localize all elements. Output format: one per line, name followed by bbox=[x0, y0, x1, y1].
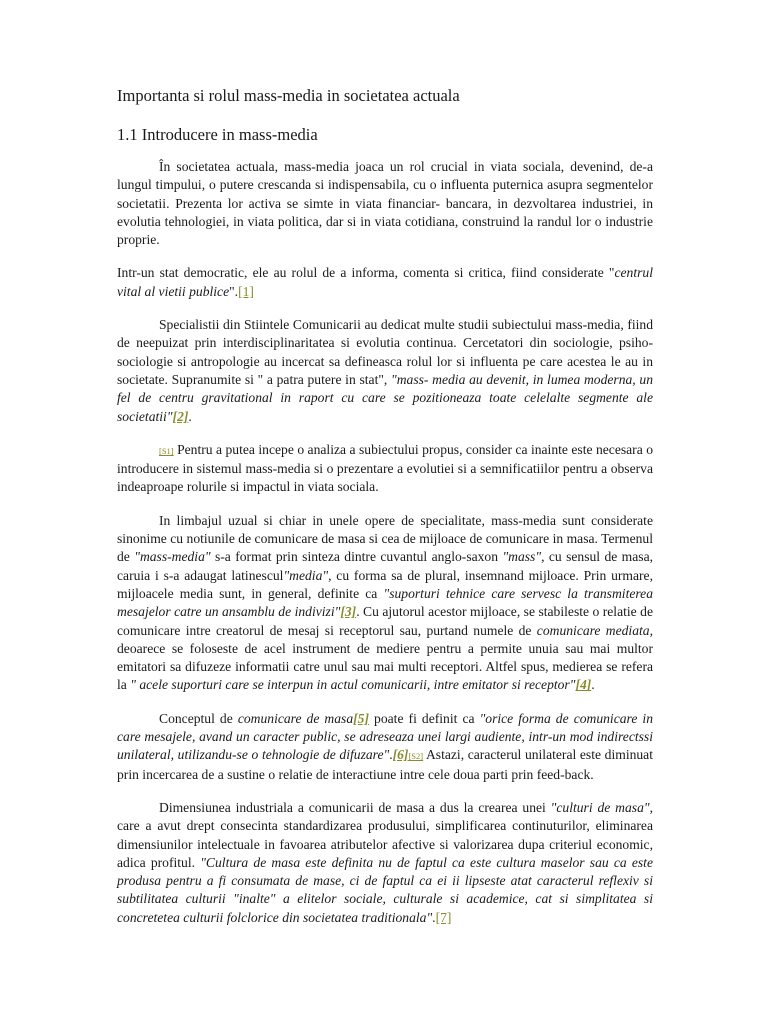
footnote-link-1[interactable]: [1] bbox=[238, 283, 254, 299]
text-run: , cu sensul de masa, caruia i s-a adaugat latinescul bbox=[117, 549, 654, 583]
text-run: s-a format prin sinteza dintre cuvantul anglo-saxon bbox=[210, 549, 503, 565]
text-run: , care a avut drept consecinta standardizarea produsului, simplificarea continuturilor, eliminarea dimensiunilor intelectuale in favoarea atributelor afective si valorizarea dupa criteriul economic, adica profitul. bbox=[117, 799, 653, 870]
footnote-link-5[interactable]: [5] bbox=[353, 710, 369, 726]
italic-quote: "mass- media au devenit, in lumea moderna, un fel de centru gravitational in raport cu care se pozitioneaza toate celelalte segmente ale societatii" bbox=[117, 371, 654, 424]
footnote-link-6[interactable]: [6] bbox=[392, 747, 409, 763]
paragraph-6 bbox=[117, 710, 653, 784]
text-run: ". bbox=[229, 283, 239, 299]
italic-quote: "Cultura de masa este definita nu de faptul ca este cultura maselor sau ca este produsa pentru a fi consumata de mase, ci de faptul ca ei ii lipseste atat caracterul reflexiv si subtilitatea culturii "inalte" a elitelor sociale, culturale si academice, cat si simplitatea si concretetea culturii folclorice din societatea traditionala" bbox=[117, 854, 653, 925]
footnote-link-2[interactable]: [2] bbox=[172, 408, 189, 424]
paragraph-3 bbox=[117, 316, 653, 426]
text-run: Dimensiunea industriala a comunicarii de masa a dus la crearea unei bbox=[159, 799, 551, 815]
text-run: . bbox=[591, 677, 595, 693]
text-run: Pentru a putea incepe o analiza a subiectului propus, consider ca inainte este necesara o introducere in sistemul mass-media si o prezentare a evolutiei si a semnificatiilor pentru a observa indeaproape rolurile si impactul in viata sociala. bbox=[117, 441, 653, 495]
italic-term: "culturi de masa" bbox=[550, 799, 650, 815]
text-run: . bbox=[432, 909, 436, 925]
text-run: . Cu ajutorul acestor mijloace, se stabileste o relatie de comunicare intre creatorul de mesaj si receptorul sau, purtand numele de bbox=[117, 604, 653, 638]
paragraph-2 bbox=[117, 264, 653, 301]
italic-term: comunicare de masa bbox=[237, 710, 354, 726]
footnote-link-4[interactable]: [4] bbox=[575, 677, 592, 693]
italic-term: comunicare mediata bbox=[536, 622, 650, 638]
paragraph-4 bbox=[117, 441, 653, 497]
italic-quote: "orice forma de comunicare in care mesajele, avand un caracter public, se adreseaza unei largi audiente, intr-un mod indirectssi unilateral, utilizandu-se o tehnologie de difuzare" bbox=[117, 710, 653, 763]
text-run: Astazi, caracterul unilateral este diminuat prin incercarea de a sustine o relatie de interactiune intre cele doua parti prin feed-back. bbox=[117, 747, 653, 782]
text-run: . bbox=[389, 747, 393, 763]
comment-link-s1[interactable]: [S1] bbox=[159, 445, 174, 456]
italic-term: "media" bbox=[283, 567, 329, 583]
text-run: poate fi definit ca bbox=[369, 710, 480, 726]
footnote-link-3[interactable]: [3] bbox=[340, 604, 357, 620]
text-run: Specialistii din Stiintele Comunicarii au dedicat multe studii subiectului mass-media, fiind de neepuizat prin interdisciplinaritatea si evolutia continua. Cercetatori din sociologie, psiho-sociologie si antropologie au incercat sa defineasca rolul lor si influenta pe care acestea le au in societate. Supranumite si " a patra putere in stat", bbox=[117, 317, 653, 387]
text-run: , deoarece se foloseste de acel instrument de mediere pentru a permite unuia sau mai multor emitatori sa difuzeze informatii catre unul sau mai multi receptori. Altfel spus, medierea se refera la bbox=[117, 622, 653, 693]
text-run: Conceptul de bbox=[159, 710, 238, 726]
italic-term: "mass-media" bbox=[134, 549, 211, 565]
section-title: 1.1 Introducere in mass-media bbox=[117, 125, 318, 144]
paragraph-7 bbox=[117, 799, 653, 927]
italic-quote: "suporturi tehnice care servesc la transmiterea mesajelor catre un ansamblu de indivizi" bbox=[117, 585, 653, 620]
italic-quote: " acele suporturi care se interpun in actul comunicarii, intre emitator si receptor" bbox=[130, 677, 576, 693]
text-run: Intr-un stat democratic, ele au rolul de a informa, comenta si critica, fiind considerate " bbox=[117, 265, 615, 281]
document-title: Importanta si rolul mass-media in societatea actuala bbox=[117, 86, 460, 105]
text-run: In limbajul uzual si chiar in unele opere de specialitate, mass-media sunt considerate sinonime cu notiunile de comunicare de masa si cea de mijloace de comunicare in masa. Termenul de bbox=[117, 512, 653, 565]
italic-quote: centrul vital al vietii publice bbox=[117, 265, 653, 299]
comment-link-s2[interactable]: [S2] bbox=[408, 751, 424, 762]
text-run: . bbox=[188, 408, 192, 424]
document-body bbox=[117, 86, 653, 942]
text-run: , cu forma sa de plural, insemnand mijloace. Prin urmare, mijloacele media sunt, in general, definite ca bbox=[117, 567, 653, 601]
footnote-link-7[interactable]: [7] bbox=[435, 909, 452, 925]
italic-term: "mass" bbox=[502, 549, 542, 565]
paragraph-5 bbox=[117, 512, 653, 695]
paragraph-1: În societatea actuala, mass-media joaca un rol crucial in viata sociala, devenind, de-a lungul timpului, o putere crescanda si indispensabila, cu o influenta puternica asupra segmentelor societatii. Prezenta lor activa se simte in viata financiar- bancara, in dezvoltarea industriei, in evolutia tehnologiei, in viata politica, dar si in viata cotidiana, construind la randul lor o industrie proprie. bbox=[117, 159, 653, 248]
